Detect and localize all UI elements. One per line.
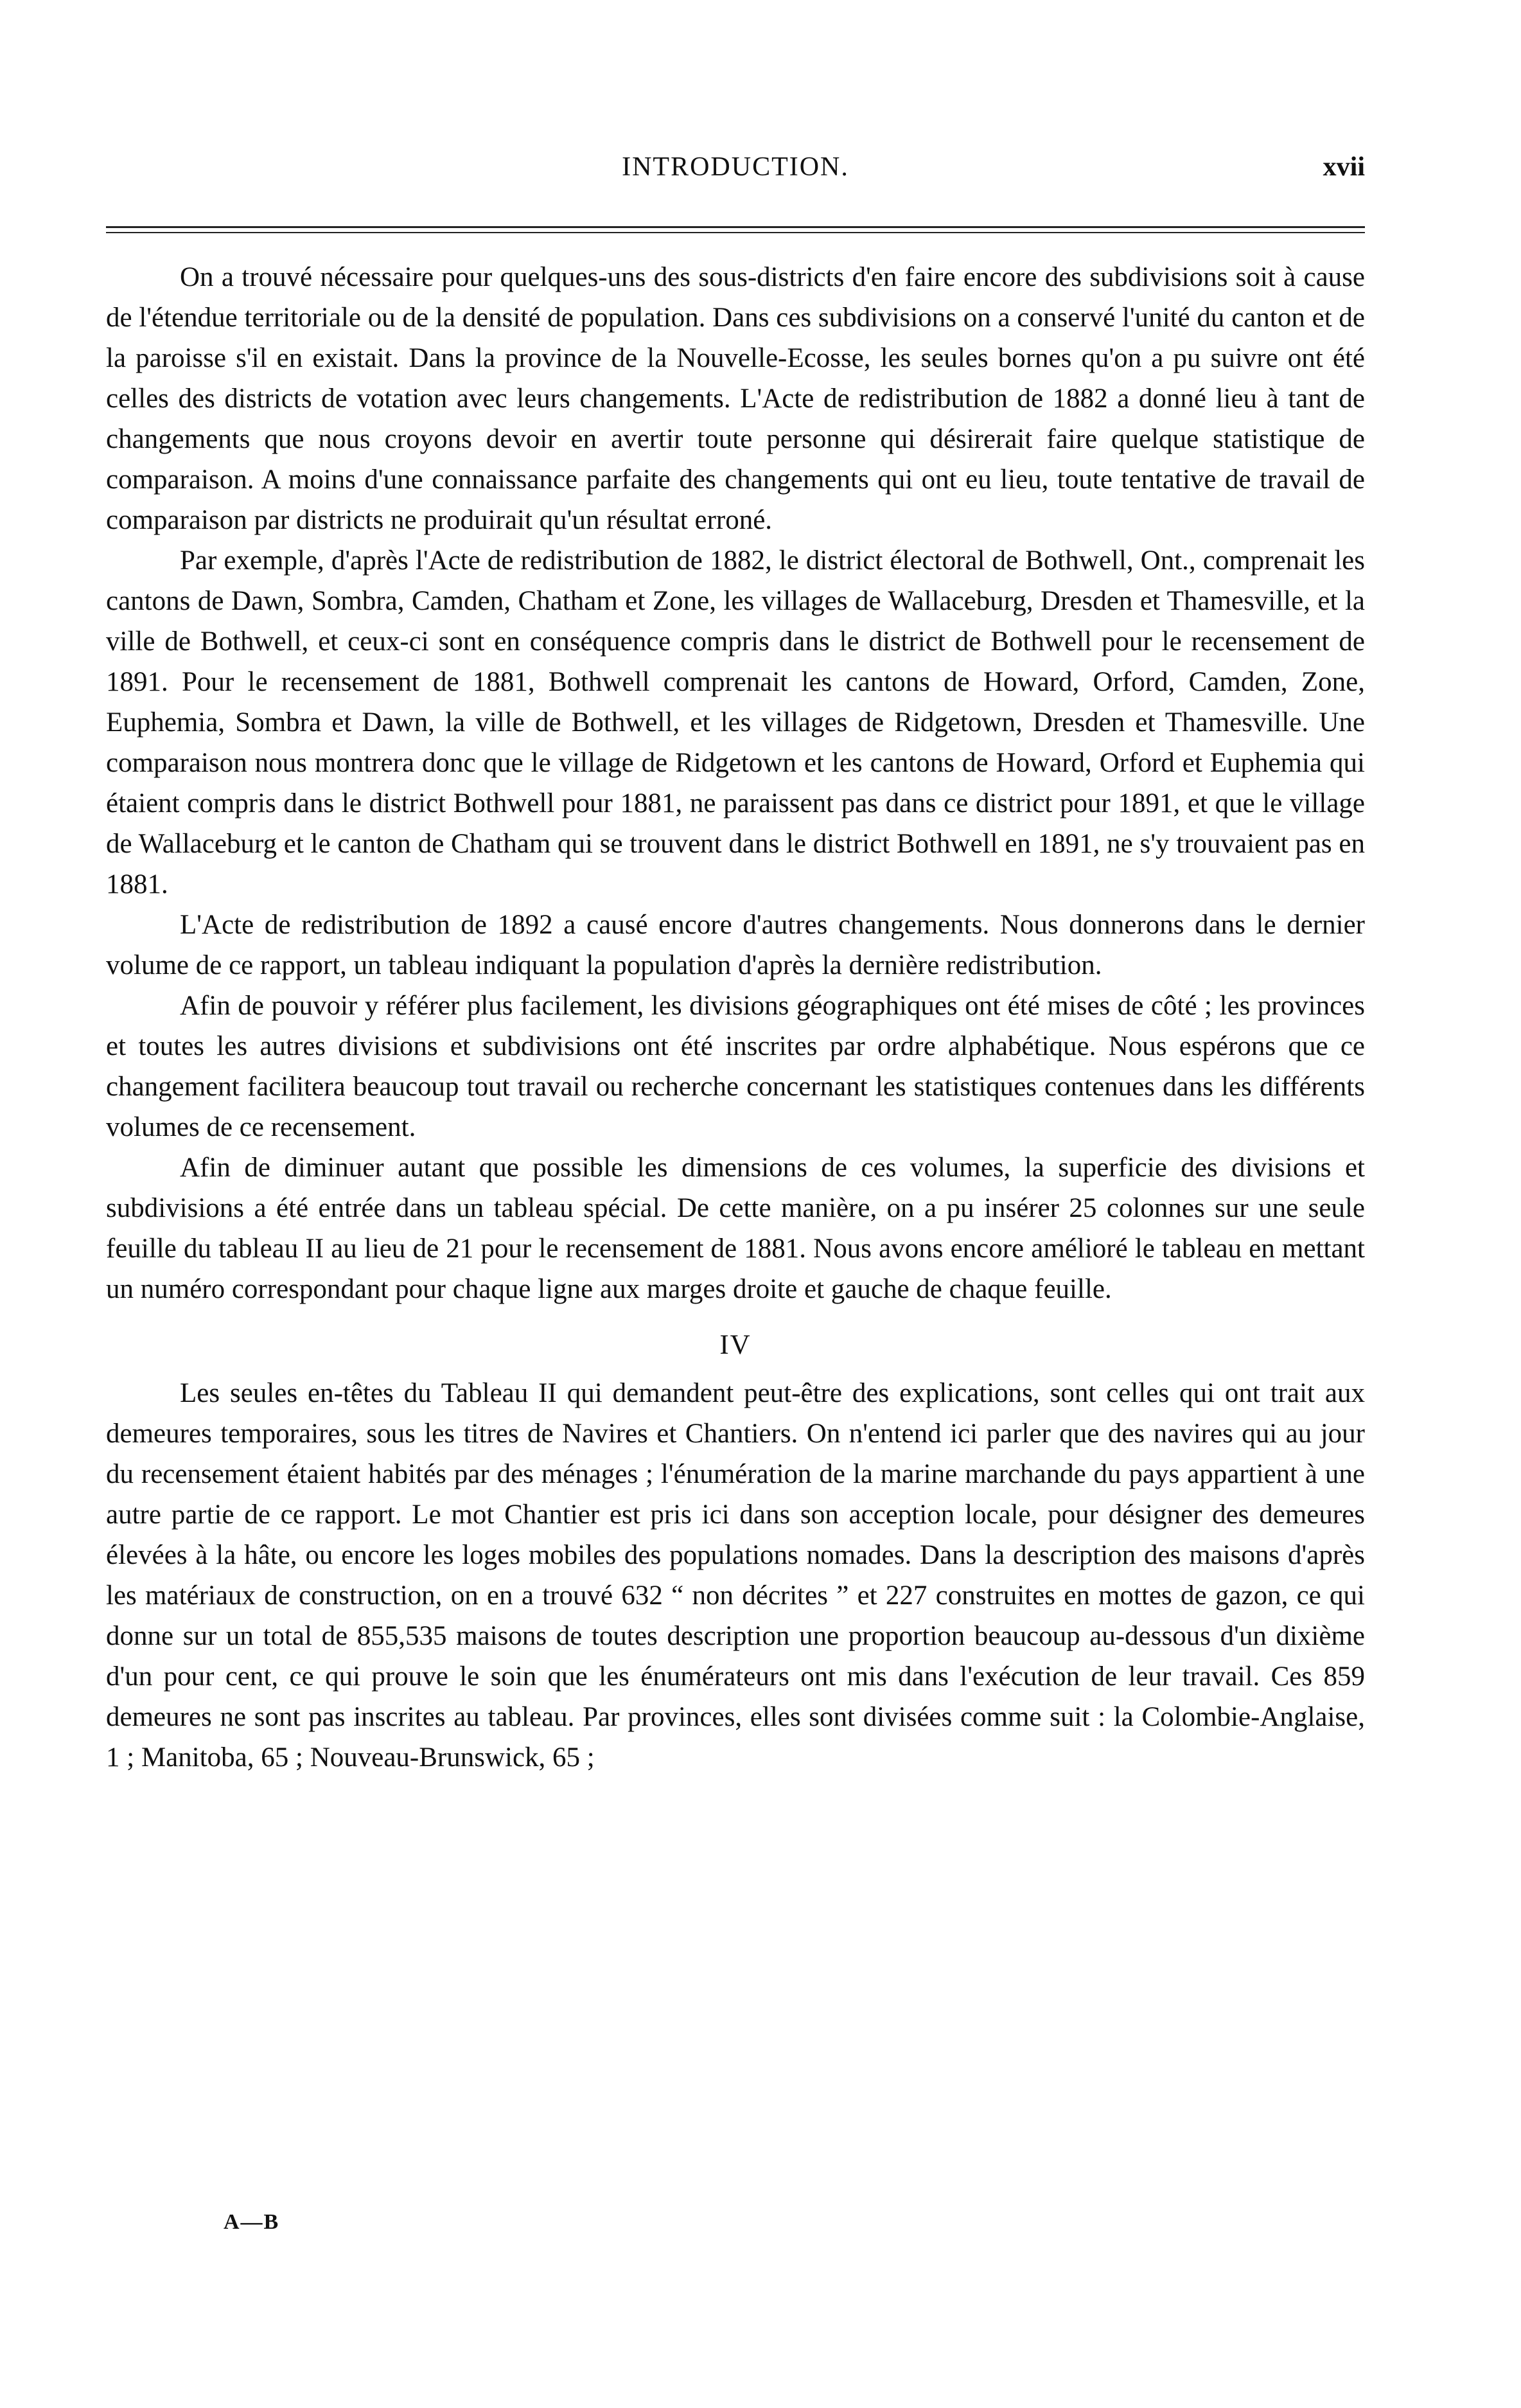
paragraph: Afin de diminuer autant que possible les dimensions de ces volumes, la superficie des divisions et subdivisions a été entrée dans un tableau spécial. De cette manière, on a pu insérer 25 colonnes sur une seule feuille du tableau II au lieu de 21 pour le recensement de 1881. Nous avons encore amélioré le tableau en mettant un numéro correspondant pour chaque ligne aux marges droite et gauche de chaque feuille. [106,1153,1365,1304]
header-rule-bottom [106,232,1365,233]
paragraph: Afin de pouvoir y référer plus facilement, les divisions géographiques ont été mises de côté ; les provinces et toutes les autres divisions et subdivisions ont été inscrites par ordre alphabétique. Nous espérons que ce changement facilitera beaucoup tout travail ou recherche concernant les statistiques contenues dans les différents volumes de ce recensement. [106,991,1365,1142]
page-number: xvii [1323,152,1365,182]
paragraph: Les seules en-têtes du Tableau II qui demandent peut-être des explications, sont celles qui ont trait aux demeures temporaires, sous les titres de Navires et Chantiers. On n'entend ici parler que des navires qui au jour du recensement étaient habités par des ménages ; l'énumération de la marine marchande du pays appartient à une autre partie de ce rapport. Le mot Chantier est pris ici dans son acception locale, pour désigner des demeures élevées à la hâte, ou encore les loges mobiles des populations nomades. Dans la description des maisons d'après les matériaux de construction, on en a trouvé 632 “ non décrites ” et 227 construites en mottes de gazon, ce qui donne sur un total de 855,535 maisons de toutes description une proportion beaucoup au-dessous d'un dixième d'un pour cent, ce qui prouve le soin que les énumérateurs ont mis dans l'exécution de leur travail. Ces 859 demeures ne sont pas inscrites au tableau. Par provinces, elles sont divisées comme suit : la Colombie-Anglaise, 1 ; Manitoba, 65 ; Nouveau-Brunswick, 65 ; [106,1378,1365,1773]
paragraph: On a trouvé nécessaire pour quelques-uns des sous-districts d'en faire encore des subdivisions soit à cause de l'étendue territoriale ou de la densité de population. Dans ces subdivisions on a conservé l'unité du canton et de la paroisse s'il en existait. Dans la province de la Nouvelle-Ecosse, les seules bornes qu'on a pu suivre ont été celles des districts de votation avec leurs changements. L'Acte de redistribution de 1882 a donné lieu à tant de changements que nous croyons devoir en avertir toute personne qui désirerait faire quelque statistique de comparaison. A moins d'une connaissance parfaite des changements qui ont eu lieu, toute tentative de travail de comparaison par districts ne produirait qu'un résultat erroné. [106,262,1365,535]
section-heading: IV [719,1330,752,1360]
header-rule-top [106,226,1365,228]
body-text [106,257,1365,1778]
signature-mark: A—B [224,2210,280,2234]
running-header [106,152,1365,190]
paragraph: Par exemple, d'après l'Acte de redistribution de 1882, le district électoral de Bothwell, Ont., comprenait les cantons de Dawn, Sombra, Camden, Chatham et Zone, les villages de Wallaceburg, Dresden et Thamesville, et la ville de Bothwell, et ceux-ci sont en conséquence compris dans le district de Bothwell pour le recensement de 1891. Pour le recensement de 1881, Bothwell comprenait les cantons de Howard, Orford, Camden, Zone, Euphemia, Sombra et Dawn, la ville de Bothwell, et les villages de Ridgetown, Dresden et Thamesville. Une comparaison nous montrera donc que le village de Ridgetown et les cantons de Howard, Orford et Euphemia qui étaient compris dans le district Bothwell pour 1881, ne paraissent pas dans ce district pour 1891, et que le village de Wallaceburg et le canton de Chatham qui se trouvent dans le district Bothwell en 1891, ne s'y trouvaient pas en 1881. [106,545,1365,899]
running-title: INTRODUCTION. [622,152,849,182]
paragraph: L'Acte de redistribution de 1892 a causé encore d'autres changements. Nous donnerons dans le dernier volume de ce rapport, un tableau indiquant la population d'après la dernière redistribution. [106,910,1365,980]
